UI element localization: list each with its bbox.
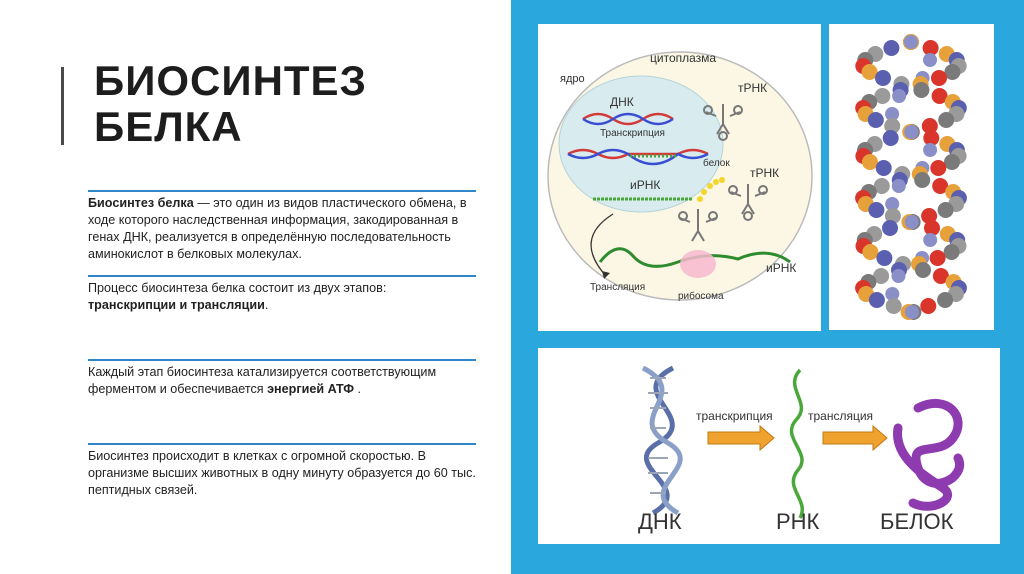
dna-base-atom (923, 233, 937, 247)
divider (88, 443, 476, 445)
dna-atom (931, 70, 947, 86)
slide-title (94, 58, 367, 150)
dna-atom (938, 112, 954, 128)
dna-atom (937, 292, 953, 308)
label-translation: Трансляция (590, 282, 646, 293)
dna-base-atom (892, 179, 906, 193)
dna-model-image (829, 24, 994, 330)
label-cytoplasm: цитоплазма (650, 51, 717, 65)
definition-text (88, 195, 476, 263)
ribosome-shape (680, 250, 716, 278)
label-flow-translation: трансляция (808, 409, 874, 423)
dna-atom (886, 298, 902, 314)
dna-base-atom (923, 53, 937, 67)
label-transcription: Транскрипция (600, 128, 665, 139)
label-flow-rna: РНК (776, 509, 820, 534)
label-trna-1: тРНК (738, 81, 768, 95)
label-protein: белок (703, 158, 730, 169)
flow-diagram-card (538, 348, 1000, 544)
enzymes-bold: энергией АТФ (267, 382, 354, 396)
enzymes-text (88, 364, 476, 398)
label-flow-dna: ДНК (638, 509, 682, 534)
title-line-1: БИОСИНТЕЗ (94, 57, 367, 104)
dna-atom (868, 112, 884, 128)
divider (88, 359, 476, 361)
speed-text: Биосинтез происходит в клетках с огромной скоростью. В организме высших животных в одну минуту образуется до 60 тыс. пептидных связей. (88, 449, 476, 497)
dna-base-atom (923, 143, 937, 157)
label-flow-transcription: транскрипция (696, 409, 773, 423)
stages-block (88, 275, 476, 314)
dna-atom (913, 82, 929, 98)
flow-rna-strand (792, 370, 803, 518)
dna-atom (883, 130, 899, 146)
dna-atom (914, 172, 930, 188)
cell-diagram (538, 24, 821, 331)
label-mrna: иРНК (630, 178, 661, 192)
arrow-transcription (708, 426, 774, 450)
dna-atom (862, 244, 878, 260)
flow-dna-helix (643, 368, 680, 513)
dna-atom (938, 202, 954, 218)
dna-base-atom (905, 305, 919, 319)
dna-atom (876, 250, 892, 266)
dna-base-atom (892, 89, 906, 103)
label-dna: ДНК (610, 95, 634, 109)
definition-term: Биосинтез белка (88, 196, 194, 210)
dna-model-card (829, 24, 994, 330)
definition-body: — это один из видов пластического обмена, в ходе которого наследственная информация, закодированная в генах ДНК, реализуется в определённую последовательность аминокислот в белковых молекулах. (88, 196, 467, 261)
dna-atom (875, 70, 891, 86)
dna-atom (882, 220, 898, 236)
arrow-translation (823, 426, 887, 450)
dna-atom (930, 250, 946, 266)
definition-block (88, 190, 476, 263)
label-trna-2: тРНК (750, 166, 780, 180)
divider (88, 275, 476, 277)
enzymes-end: . (354, 382, 361, 396)
dna-base-atom (904, 35, 918, 49)
flow-protein-knot (898, 403, 960, 506)
label-mrna-2: иРНК (766, 261, 797, 275)
stages-end: . (264, 298, 269, 312)
title-line-2: БЕЛКА (94, 103, 243, 150)
dna-atom (869, 292, 885, 308)
speed-block (88, 443, 476, 499)
flow-diagram (538, 348, 1000, 544)
dna-atom (944, 244, 960, 260)
dna-atom (883, 40, 899, 56)
dna-atom (944, 154, 960, 170)
label-nucleus: ядро (560, 73, 585, 85)
dna-atom (868, 202, 884, 218)
stages-bold: транскрипции и трансляции (88, 298, 265, 312)
enzymes-body: Каждый этап биосинтеза катализируется соответствующим ферментом и обеспечивается (88, 365, 437, 396)
stages-text (88, 280, 476, 314)
cell-diagram-card (538, 24, 821, 331)
image-panel (511, 0, 1024, 574)
enzymes-block (88, 359, 476, 398)
dna-base-atom (905, 215, 919, 229)
dna-atom (915, 262, 931, 278)
dna-atom (876, 160, 892, 176)
dna-atom (862, 154, 878, 170)
title-accent-bar (61, 67, 64, 145)
divider (88, 190, 476, 192)
dna-base-atom (904, 125, 918, 139)
dna-base-atom (892, 269, 906, 283)
stages-body: Процесс биосинтеза белка состоит из двух этапов: (88, 281, 387, 295)
label-ribosome: рибосома (678, 291, 724, 302)
dna-atom (930, 160, 946, 176)
label-flow-protein: БЕЛОК (880, 509, 954, 534)
dna-atom (920, 298, 936, 314)
